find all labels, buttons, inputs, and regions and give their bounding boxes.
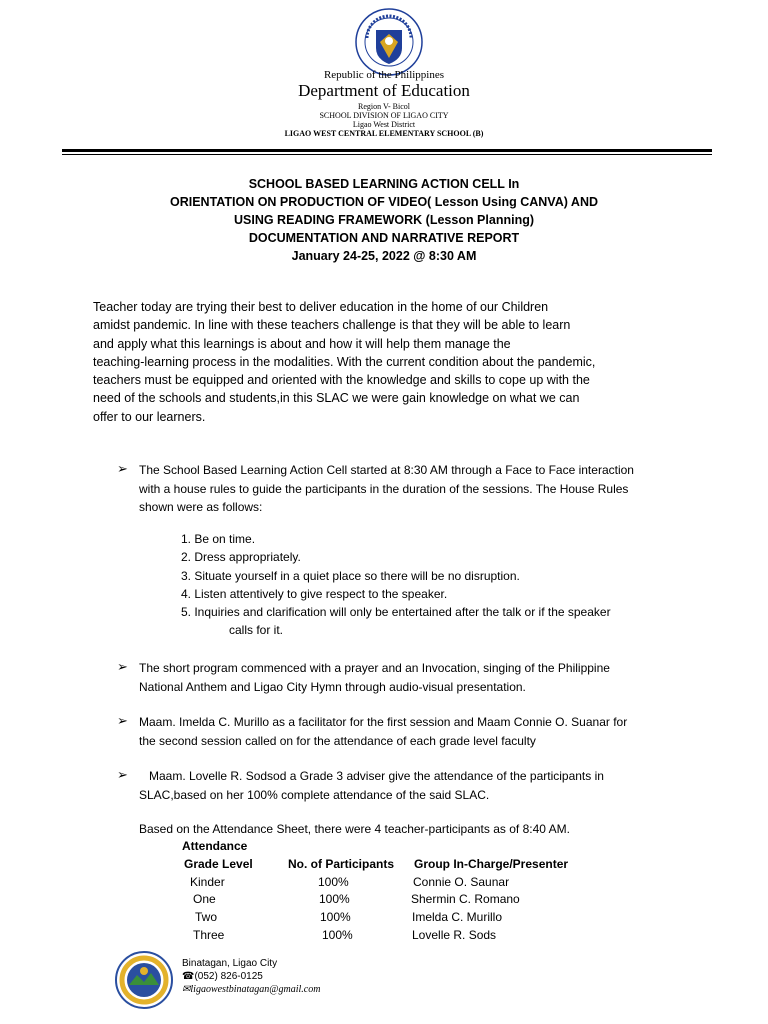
intro-line: and apply what this learnings is about and how it will help them manage the [93, 336, 511, 351]
intro-line: need of the schools and students,in this SLAC we were gain knowledge on what we can [93, 391, 580, 406]
house-rule-item-continued: calls for it. [229, 623, 284, 637]
column-header-participants: No. of Participants [288, 857, 395, 871]
bullet-line: Maam. Imelda C. Murillo as a facilitator for the first session and Maam Connie O. Suanar for [139, 715, 628, 729]
footer-phone-number: (052) 826-0125 [194, 971, 263, 982]
bullet-line: shown were as follows: [139, 500, 263, 514]
bullet-line: Maam. Lovelle R. Sodsod a Grade 3 adviser give the attendance of the participants in [149, 769, 604, 783]
report-title-line-1: SCHOOL BASED LEARNING ACTION CELL In [248, 177, 520, 191]
header-divider-thick [62, 149, 712, 152]
footer-address: Binatagan, Ligao City [182, 958, 278, 969]
bullet-arrow-icon: ➢ [117, 713, 128, 728]
report-date: January 24-25, 2022 @ 8:30 AM [291, 249, 477, 263]
attendance-percent-cell: 100% [319, 892, 350, 906]
footer-email-address[interactable]: ligaowestbinatagan@gmail.com [190, 984, 321, 995]
intro-line: teachers must be equipped and oriented with the knowledge and skills to cope up with the [93, 373, 590, 388]
bullet-line: with a house rules to guide the participants in the duration of the sessions. The House Rules [139, 481, 629, 496]
district-line: Ligao West District [352, 120, 416, 129]
republic-line: Republic of the Philippines [323, 69, 445, 81]
house-rule-item: 4. Listen attentively to give respect to the speaker. [181, 587, 448, 601]
department-title: Department of Education [298, 81, 470, 100]
bullet-line: the second session called on for the attendance of each grade level faculty [139, 733, 536, 748]
footer-phone [182, 971, 263, 982]
header-divider-thin [62, 154, 712, 155]
bullet-arrow-icon: ➢ [117, 461, 128, 476]
bullet-line: SLAC,based on her 100% complete attendance of the said SLAC. [139, 787, 490, 802]
email-icon: ✉ [182, 984, 191, 995]
house-rule-item: 3. Situate yourself in a quiet place so there will be no disruption. [181, 569, 520, 583]
school-name: LIGAO WEST CENTRAL ELEMENTARY SCHOOL (B) [284, 129, 484, 138]
house-rule-item: 1. Be on time. [181, 532, 256, 546]
intro-line: offer to our learners. [93, 409, 206, 424]
bullet-house-rules [139, 461, 679, 517]
attendance-presenter-cell: Lovelle R. Sods [412, 928, 497, 942]
attendance-percent-cell: 100% [318, 875, 349, 889]
attendance-percent-cell: 100% [320, 910, 351, 924]
deped-seal-logo [355, 8, 423, 76]
attendance-intro: Based on the Attendance Sheet, there were 4 teacher-participants as of 8:40 AM. [139, 822, 570, 836]
bullet-line: National Anthem and Ligao City Hymn through audio-visual presentation. [139, 679, 526, 694]
school-seal-logo [115, 951, 173, 1009]
attendance-percent-cell: 100% [322, 928, 353, 942]
report-title-line-3: USING READING FRAMEWORK (Lesson Planning) [234, 213, 534, 227]
region-line: Region V- Bicol [357, 102, 410, 111]
intro-line: teaching-learning process in the modalities. With the current condition about the pandemic, [93, 354, 596, 369]
bullet-attendance [139, 767, 679, 804]
attendance-grade-cell: Two [195, 910, 218, 924]
bullet-line: The School Based Learning Action Cell started at 8:30 AM through a Face to Face interaction [139, 463, 634, 477]
phone-icon: ☎ [182, 971, 195, 982]
bullet-arrow-icon: ➢ [117, 767, 128, 782]
report-title-line-4: DOCUMENTATION AND NARRATIVE REPORT [248, 231, 520, 245]
report-title-line-2: ORIENTATION ON PRODUCTION OF VIDEO( Lesson Using CANVA) AND [169, 195, 598, 209]
attendance-grade-cell: Three [193, 928, 225, 942]
bullet-facilitators [139, 713, 679, 750]
bullet-arrow-icon: ➢ [117, 659, 128, 674]
bullet-program [139, 659, 679, 696]
division-line: SCHOOL DIVISION OF LIGAO CITY [319, 111, 449, 120]
column-header-grade-level: Grade Level [184, 857, 253, 871]
house-rule-item: 5. Inquiries and clarification will only be entertained after the talk or if the speaker [181, 605, 611, 619]
bullet-line: The short program commenced with a prayer and an Invocation, singing of the Philippine [139, 661, 610, 675]
intro-line: Teacher today are trying their best to deliver education in the home of our Children [93, 300, 549, 314]
column-header-presenter: Group In-Charge/Presenter [414, 857, 569, 871]
footer-email [182, 984, 320, 995]
attendance-grade-cell: One [193, 892, 216, 906]
intro-paragraph [93, 298, 683, 426]
house-rule-item: 2. Dress appropriately. [181, 550, 301, 564]
intro-line: amidst pandemic. In line with these teachers challenge is that they will be able to learn [93, 318, 571, 333]
attendance-presenter-cell: Imelda C. Murillo [412, 910, 503, 924]
attendance-grade-cell: Kinder [190, 875, 225, 889]
attendance-presenter-cell: Connie O. Saunar [413, 875, 510, 889]
attendance-presenter-cell: Shermin C. Romano [411, 892, 520, 906]
attendance-heading: Attendance [182, 839, 248, 853]
